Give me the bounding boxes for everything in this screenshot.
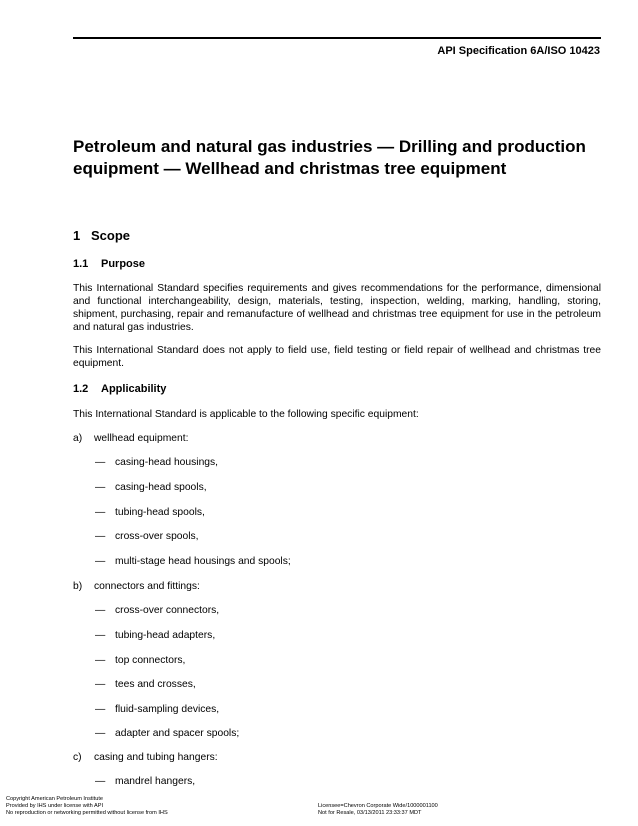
list-item-text: casing-head spools,: [115, 482, 207, 493]
list-b-heading: [73, 581, 200, 592]
dash-bullet: —: [95, 630, 106, 641]
list-item-text: top connectors,: [115, 655, 186, 666]
dash-bullet: —: [95, 728, 106, 739]
purpose-paragraph-1: This International Standard specifies requirements and gives recommendations for the performance, dimensional and functional interchangeability, design, materials, testing, inspection, welding, marking, handling, storing, shipment, purchasing, repair and remanufacture of wellhead and christmas tree equipment for use in the petroleum and natural gas industries.: [73, 283, 601, 333]
section-number: 1: [73, 228, 81, 243]
dash-bullet: —: [95, 704, 106, 715]
list-item-text: casing-head housings,: [115, 457, 219, 468]
dash-bullet: —: [95, 776, 106, 787]
dash-bullet: —: [95, 482, 106, 493]
subsection-title: Purpose: [101, 258, 146, 270]
footer-license: [318, 803, 438, 817]
subsection-number: 1.1: [73, 258, 89, 270]
list-c-heading: [73, 752, 218, 763]
applicability-intro: This International Standard is applicable to the following specific equipment:: [73, 409, 419, 420]
list-label: connectors and fittings:: [94, 581, 200, 592]
section-heading-scope: [73, 228, 130, 243]
list-item: [95, 704, 219, 715]
list-item: [95, 776, 195, 787]
list-item: [95, 630, 215, 641]
dash-bullet: —: [95, 655, 106, 666]
dash-bullet: —: [95, 679, 106, 690]
list-item: [95, 556, 291, 567]
list-item-text: cross-over connectors,: [115, 605, 220, 616]
footer-line: No reproduction or networking permitted without license from IHS: [6, 810, 168, 816]
document-title: Petroleum and natural gas industries — Drilling and production equipment — Wellhead and christmas tree equipment: [73, 137, 586, 178]
list-item: [95, 728, 239, 739]
list-item-text: tubing-head spools,: [115, 507, 205, 518]
list-item-text: tubing-head adapters,: [115, 630, 216, 641]
list-item-text: mandrel hangers,: [115, 776, 196, 787]
footer-line: Not for Resale, 03/13/2011 23:33:37 MDT: [318, 810, 422, 816]
list-item: [95, 507, 205, 518]
list-label: wellhead equipment:: [94, 433, 189, 444]
list-marker: c): [73, 752, 82, 763]
subsection-heading-applicability: [73, 383, 166, 395]
dash-bullet: —: [95, 457, 106, 468]
subsection-number: 1.2: [73, 383, 89, 395]
list-item: [95, 679, 196, 690]
subsection-title: Applicability: [101, 383, 167, 395]
list-item-text: adapter and spacer spools;: [115, 728, 240, 739]
list-item-text: cross-over spools,: [115, 531, 199, 542]
list-item: [95, 531, 199, 542]
dash-bullet: —: [95, 507, 106, 518]
footer-line: Provided by IHS under license with API: [6, 803, 104, 809]
purpose-paragraph-2: This International Standard does not apply to field use, field testing or field repair of wellhead and christmas tree equipment.: [73, 345, 601, 369]
list-item-text: tees and crosses,: [115, 679, 196, 690]
list-a-heading: [73, 433, 188, 444]
header-spec-label: API Specification 6A/ISO 10423: [437, 45, 600, 57]
subsection-heading-purpose: [73, 258, 145, 270]
section-title: Scope: [91, 228, 131, 243]
list-item-text: multi-stage head housings and spools;: [115, 556, 291, 567]
footer-copyright: [6, 796, 168, 817]
dash-bullet: —: [95, 531, 106, 542]
list-item: [95, 457, 218, 468]
list-label: casing and tubing hangers:: [94, 752, 218, 763]
footer-line: Licensee=Chevron Corporate Wide/1000001100: [318, 803, 438, 809]
list-item: [95, 655, 185, 666]
list-marker: b): [73, 581, 83, 592]
footer-line: Copyright American Petroleum Institute: [6, 796, 104, 802]
list-marker: a): [73, 433, 83, 444]
list-item: [95, 605, 219, 616]
header-rule: [73, 37, 601, 39]
dash-bullet: —: [95, 556, 106, 567]
list-item-text: fluid-sampling devices,: [115, 704, 220, 715]
list-item: [95, 482, 207, 493]
dash-bullet: —: [95, 605, 106, 616]
